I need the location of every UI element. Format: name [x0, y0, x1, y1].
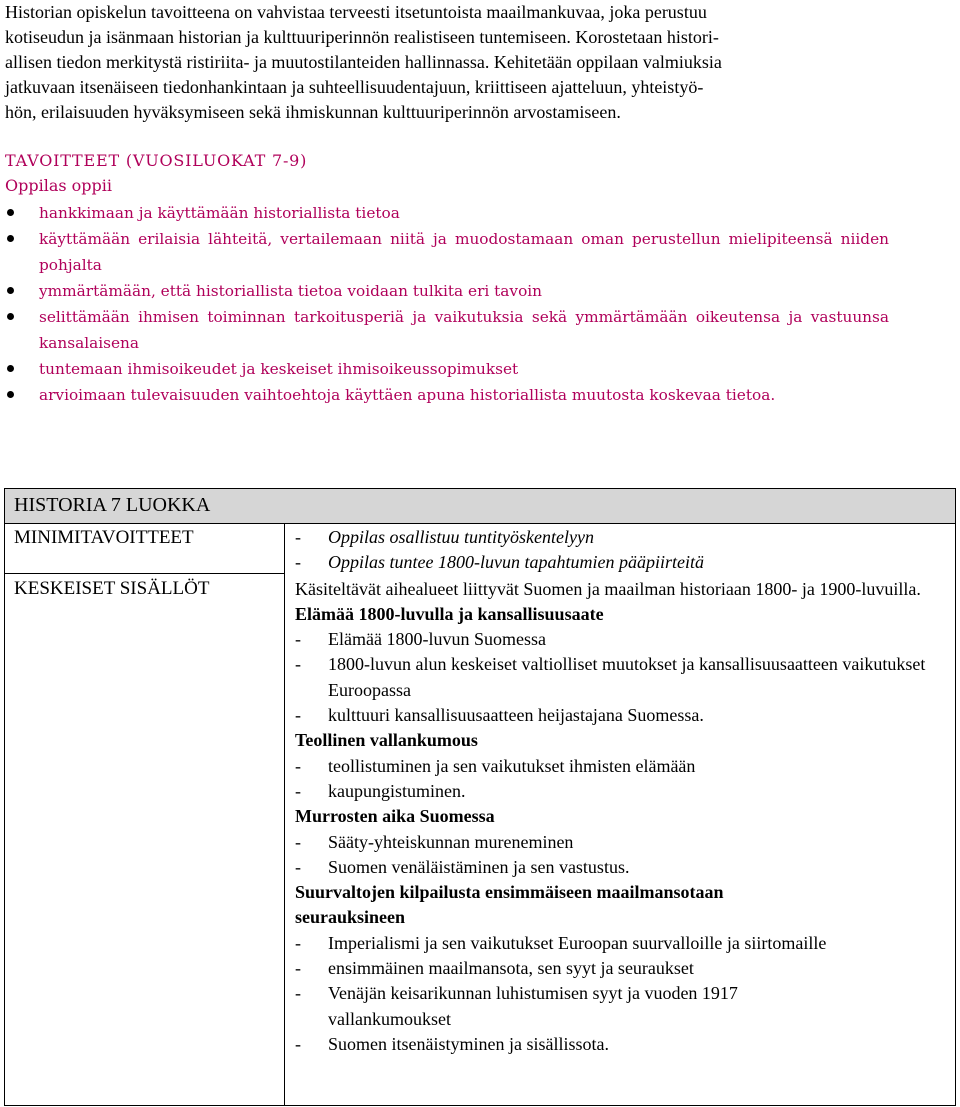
- intro-line: allisen tiedon merkitystä ristiriita- ja muutostilanteiden hallinnassa. Kehitetään oppilaan valmiuksia: [5, 52, 722, 72]
- intro-line: Historian opiskelun tavoitteena on vahvistaa terveesti itsetuntoista maailmankuvaa, joka perustuu: [5, 2, 707, 22]
- content-label: KESKEISET SISÄLLÖT: [14, 578, 210, 599]
- intro-line: kotiseudun ja isänmaan historian ja kulttuuriperinnön realistiseen tuntemiseen. Korostetaan histori-: [5, 27, 719, 47]
- intro-line: hön, erilaisuuden hyväksymiseen sekä ihmiskunnan kulttuuriperinnön arvostamiseen.: [5, 102, 621, 122]
- min-goals-label: MINIMITAVOITTEET: [14, 527, 194, 548]
- table-right-column: [295, 525, 951, 1057]
- section-item: - ensimmäinen maailmansota, sen syyt ja seuraukset: [295, 958, 694, 979]
- goal-item: arvioimaan tulevaisuuden vaihtoehtoja käyttäen apuna historiallista muutosta koskevaa tietoa.: [5, 382, 955, 408]
- section-heading: Suurvaltojen kilpailusta ensimmäiseen maailmansotaan seurauksineen: [295, 882, 724, 928]
- goals-list: [5, 200, 955, 408]
- section-item: - teollistuminen ja sen vaikutukset ihmisten elämään: [295, 755, 696, 776]
- min-goal-item: - Oppilas tuntee 1800-luvun tapahtumien pääpiirteitä: [295, 552, 704, 573]
- section-heading: Teollinen vallankumous: [295, 730, 478, 751]
- section-heading: Elämää 1800-luvulla ja kansallisuusaate: [295, 603, 604, 624]
- goals-subheading: Oppilas oppii: [5, 176, 113, 195]
- intro-line: jatkuvaan itsenäiseen tiedonhankintaan ja suhteellisuudentajuun, kriittiseen ajatteluun, yhteistyö-: [5, 77, 704, 97]
- column-divider: [284, 523, 285, 1105]
- table-title-row: [5, 489, 955, 524]
- section-item: - Suomen venäläistäminen ja sen vastustus.: [295, 856, 630, 877]
- goal-item: ymmärtämään, että historiallista tietoa voidaan tulkita eri tavoin: [5, 278, 955, 304]
- section-item: - Sääty-yhteiskunnan mureneminen: [295, 831, 574, 852]
- content-intro: Käsiteltävät aihealueet liittyvät Suomen ja maailman historiaan 1800- ja 1900-luvuilla.: [295, 578, 921, 599]
- section-item: - Elämää 1800-luvun Suomessa: [295, 629, 546, 650]
- goal-item: käyttämään erilaisia lähteitä, vertailemaan niitä ja muodostamaan oman perustellun mielipiteensä niiden pohjalta: [5, 226, 955, 278]
- section-item: - Suomen itsenäistyminen ja sisällissota.: [295, 1033, 609, 1054]
- section-heading: Murrosten aika Suomessa: [295, 806, 495, 827]
- intro-paragraph: [5, 0, 955, 125]
- table-title: HISTORIA 7 LUOKKA: [14, 494, 211, 516]
- section-item: - kulttuuri kansallisuusaatteen heijastajana Suomessa.: [295, 705, 704, 726]
- min-goal-item: - Oppilas osallistuu tuntityöskentelyyn: [295, 527, 594, 547]
- section-item: - Imperialismi ja sen vaikutukset Euroopan suurvalloille ja siirtomaille: [295, 932, 827, 953]
- goals-heading: TAVOITTEET (VUOSILUOKAT 7-9): [5, 151, 308, 170]
- goal-item: tuntemaan ihmisoikeudet ja keskeiset ihmisoikeussopimukset: [5, 356, 955, 382]
- row-divider: [5, 573, 284, 574]
- section-item: - kaupungistuminen.: [295, 780, 466, 801]
- section-item: - Venäjän keisarikunnan luhistumisen syyt ja vuoden 1917 vallankumoukset: [295, 983, 738, 1029]
- goal-item: selittämään ihmisen toiminnan tarkoitusperiä ja vaikutuksia sekä ymmärtämään oikeutensa ja vastuunsa kansalaisena: [5, 304, 955, 356]
- section-item: - 1800-luvun alun keskeiset valtiolliset muutokset ja kansallisuusaatteen vaikutukset Euroopassa: [295, 654, 926, 700]
- goal-item: hankkimaan ja käyttämään historiallista tietoa: [5, 200, 955, 226]
- curriculum-table: [4, 488, 956, 1106]
